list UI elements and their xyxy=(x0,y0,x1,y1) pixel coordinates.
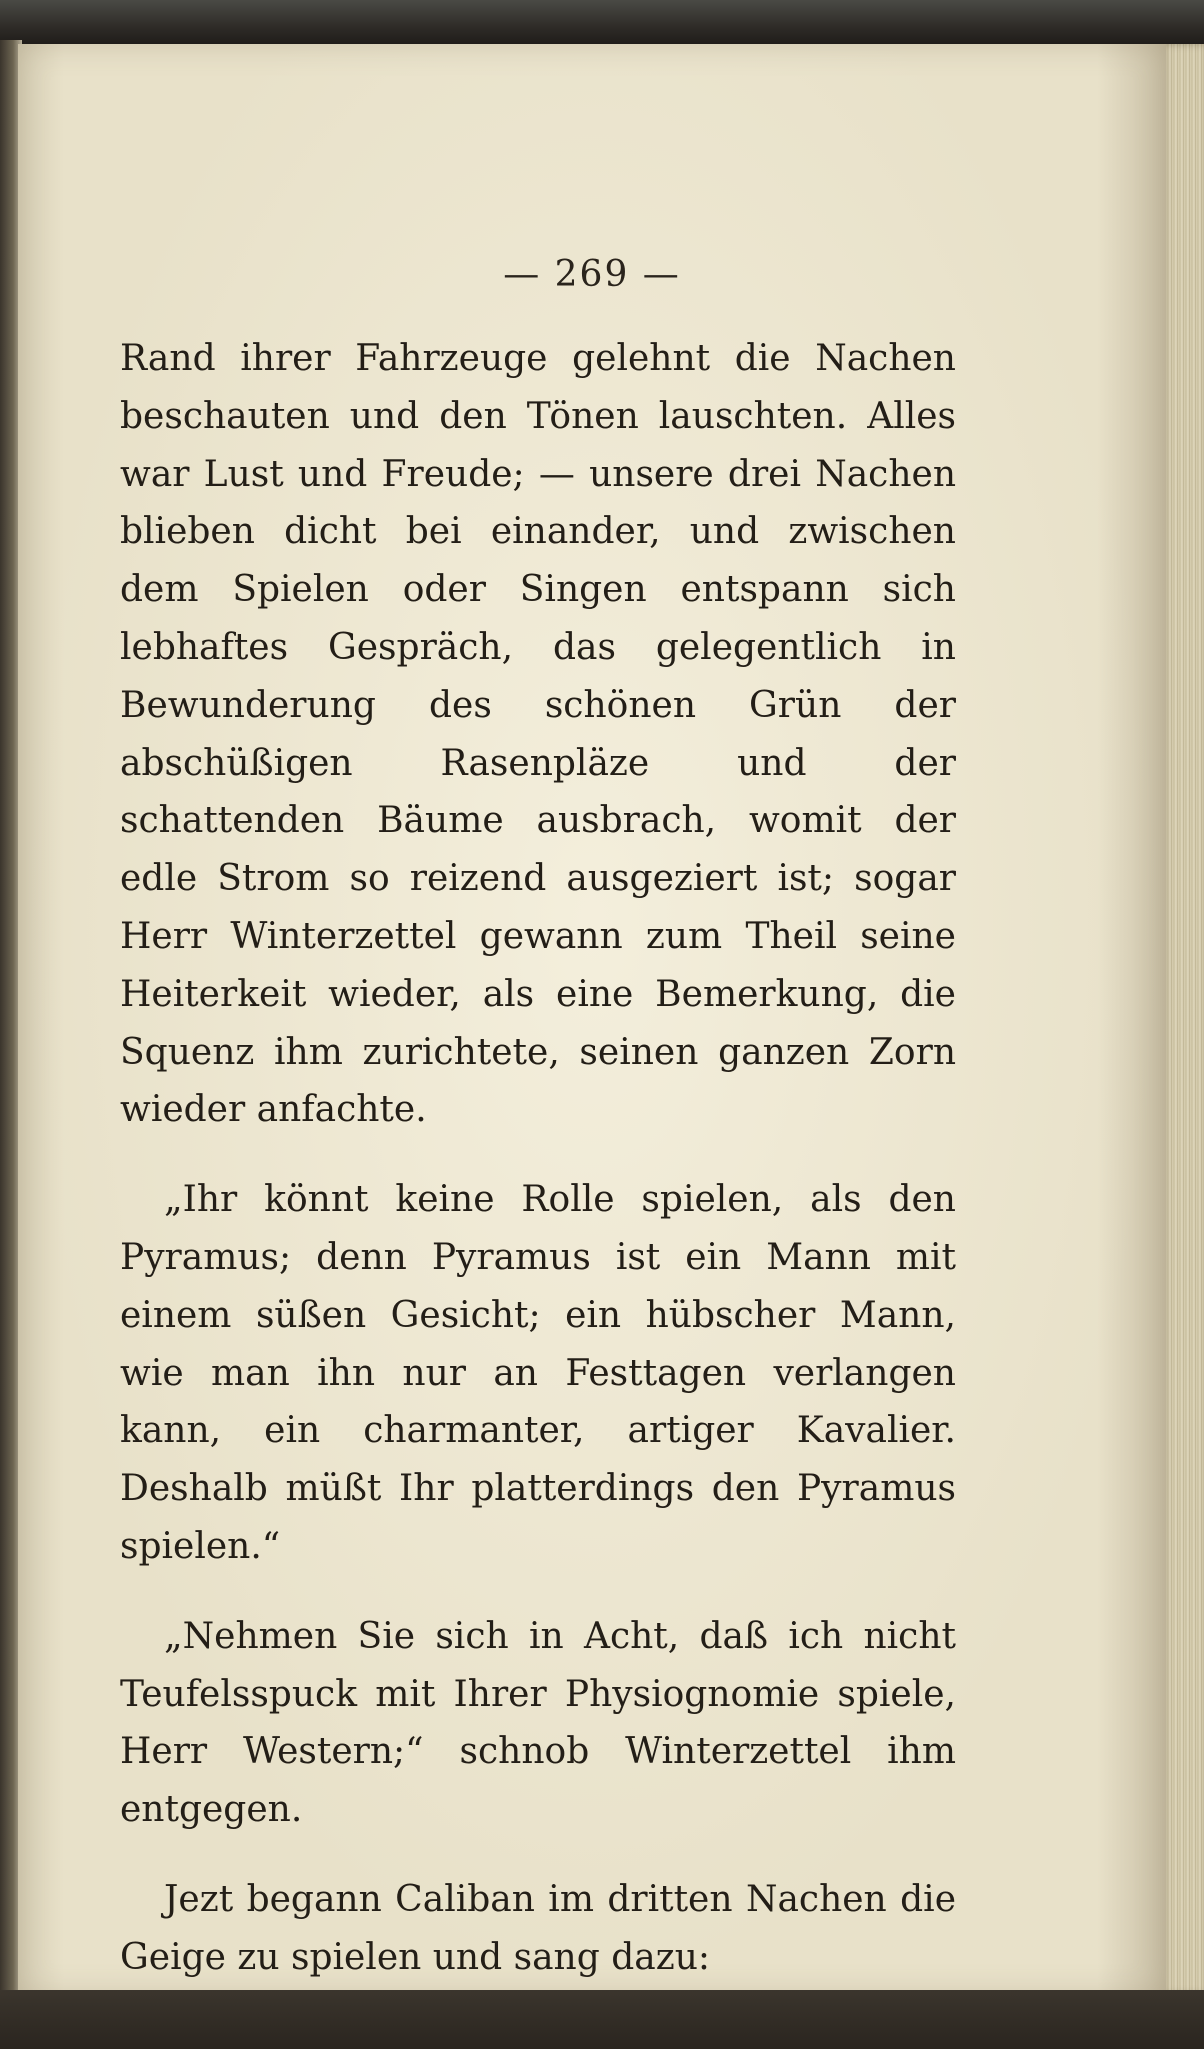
book-top-edge xyxy=(0,0,1204,46)
book-bottom-edge xyxy=(0,1990,1204,2049)
page-number: — 269 — xyxy=(503,254,681,295)
paragraph-1: Rand ihrer Fahrzeuge gelehnt die Nachen beschauten und den Tönen lauschten. Alles war Lust und Freude; — unsere drei Nachen blieben dicht bei einander, und zwischen dem Spielen oder Singen entspann sich lebhaftes Gespräch, das gelegentlich in Bewunderung des schönen Grün der abschüßigen Rasenpläze und der schattenden Bäume ausbrach, womit der edle Strom so reizend ausgeziert ist; sogar Herr Winterzettel gewann zum Theil seine Heiterkeit wieder, als eine Bemerkung, die Squenz ihm zurichtete, seinen ganzen Zorn wieder anfachte. xyxy=(120,338,956,1131)
paragraph-2: „Ihr könnt keine Rolle spielen, als den Pyramus; denn Pyramus ist ein Mann mit einem süßen Gesicht; ein hübscher Mann, wie man ihn nur an Festtagen verlangen kann, ein charmanter, artiger Kavalier. Deshalb müßt Ihr platterdings den Pyramus spielen.“ xyxy=(120,1179,956,1567)
paragraph-4: Jezt begann Caliban im dritten Nachen die Geige zu spielen und sang dazu: xyxy=(120,1878,956,1978)
page-edges xyxy=(1160,44,1204,1994)
book-page xyxy=(18,44,1166,1996)
page-text xyxy=(120,330,956,1987)
paragraph-3: „Nehmen Sie sich in Acht, daß ich nicht Teufelsspuck mit Ihrer Physiognomie spiele, Herr Western;“ schnob Winterzettel ihm entgegen. xyxy=(120,1615,956,1831)
